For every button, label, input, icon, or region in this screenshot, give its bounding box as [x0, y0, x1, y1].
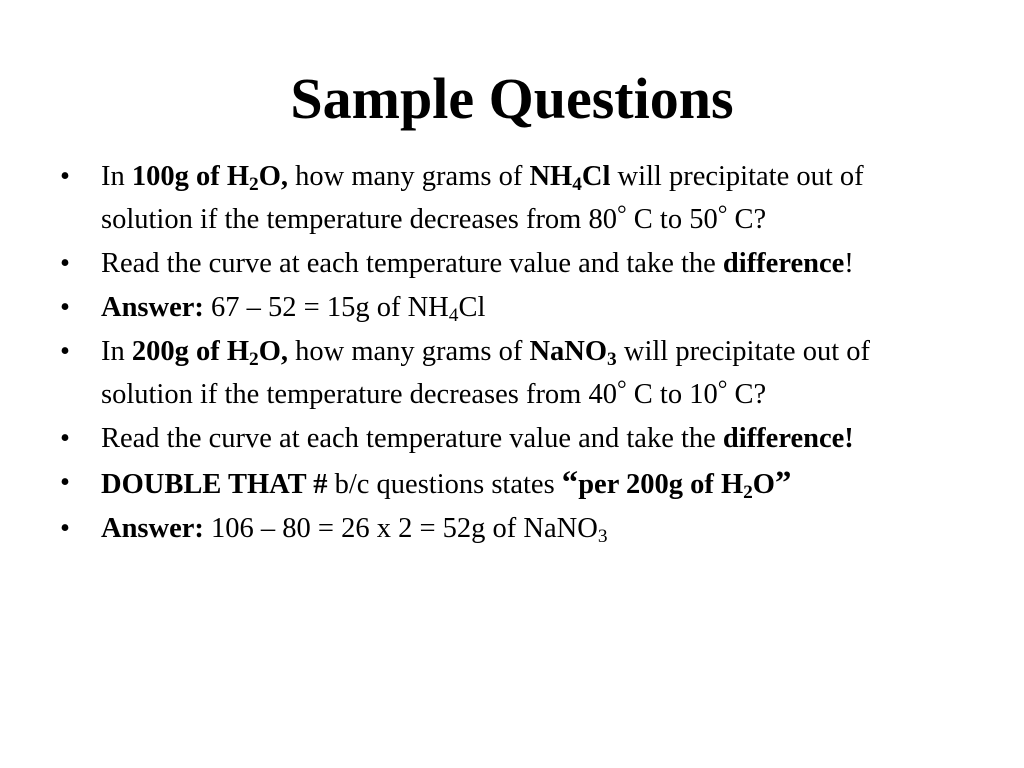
- slide-title: Sample Questions: [290, 66, 734, 131]
- bullet-item-question-1: [60, 158, 960, 239]
- bullet-item-answer-1: [60, 289, 960, 327]
- bold-run: Cl: [581, 161, 611, 192]
- text-run: 106 – 80 = 26 x 2 = 52g of NaNO: [203, 513, 598, 545]
- bold-run: difference: [722, 248, 845, 280]
- bold-run: Answer:: [101, 513, 204, 545]
- text-run: In: [101, 161, 132, 192]
- bold-run: DOUBLE THAT #: [101, 469, 328, 501]
- bold-run: NH: [529, 161, 573, 192]
- subscript: 2: [249, 348, 259, 370]
- bullet-item-question-2: [60, 333, 960, 414]
- text-run: C to 50: [626, 204, 718, 236]
- text-run: will precipitate out of solution if the temperature decreases from 40: [101, 336, 870, 411]
- bold-run: difference!: [722, 423, 854, 455]
- bullet-item-read-curve-2: [60, 420, 960, 458]
- subscript: 4: [572, 173, 582, 195]
- text-run: how many grams of: [288, 161, 530, 192]
- bullet-dot: •: [60, 467, 70, 499]
- subscript: 4: [448, 304, 459, 326]
- bullet-dot: •: [60, 161, 70, 192]
- bold-run: Answer:: [101, 292, 204, 324]
- text-run: Read the curve at each temperature value and take the: [101, 423, 723, 455]
- text-run: C?: [727, 379, 767, 411]
- degree-symbol: °: [616, 376, 627, 404]
- text-run: will precipitate out of solution if the temperature decreases from 80: [101, 161, 864, 236]
- degree-symbol: °: [616, 201, 627, 228]
- text-run: C to 10: [626, 379, 718, 411]
- text-run: C?: [727, 204, 767, 236]
- bullet-item-answer-2: [60, 510, 960, 548]
- text-run: Read the curve at each temperature value and take the: [101, 248, 723, 280]
- degree-symbol: °: [717, 376, 728, 404]
- text-run: In: [101, 336, 132, 368]
- text-run: how many grams of: [288, 336, 530, 368]
- bullet-item-read-curve-1: [60, 245, 960, 283]
- bold-run: per 200g of H: [578, 469, 744, 501]
- bold-run: O: [752, 469, 775, 501]
- open-quote: “: [561, 465, 579, 502]
- bold-run: 200g of H: [131, 336, 250, 368]
- bold-run: O,: [258, 336, 289, 368]
- degree-symbol: °: [717, 201, 728, 228]
- text-run: 67 – 52 = 15g of NH: [203, 292, 449, 324]
- bullet-dot: •: [60, 513, 70, 545]
- bold-run: NaNO: [529, 336, 608, 368]
- subscript: 3: [597, 525, 608, 547]
- subscript: 3: [607, 348, 617, 370]
- bold-run: 100g of H: [131, 161, 250, 192]
- text-run: b/c questions states: [327, 469, 562, 501]
- close-quote: ”: [774, 465, 792, 502]
- bullet-dot: •: [60, 248, 70, 280]
- bullet-list: [60, 158, 960, 554]
- text-run: Cl: [458, 292, 486, 324]
- bold-run: O,: [258, 161, 289, 192]
- subscript: 2: [249, 173, 259, 195]
- subscript: 2: [743, 481, 753, 503]
- bullet-dot: •: [60, 423, 70, 455]
- bullet-dot: •: [60, 292, 70, 324]
- bullet-item-double: [60, 464, 960, 504]
- text-run: !: [844, 248, 854, 280]
- bullet-dot: •: [60, 336, 70, 368]
